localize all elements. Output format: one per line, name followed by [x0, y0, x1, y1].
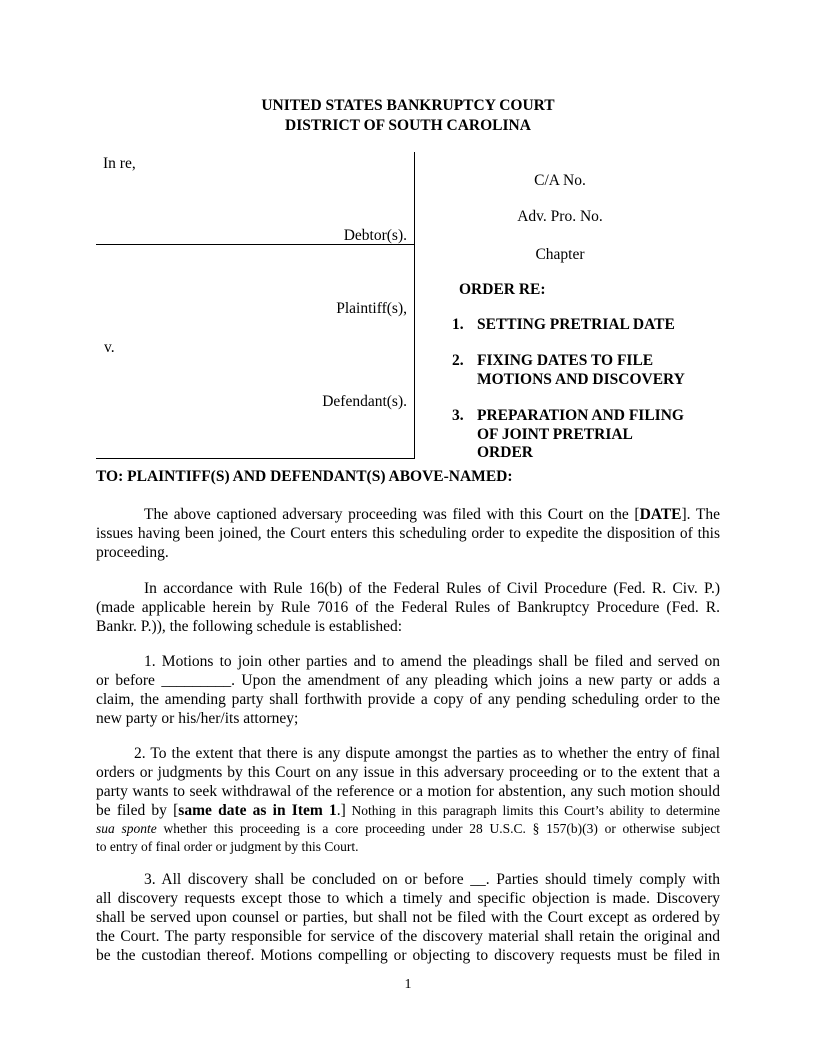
paragraph-line: be the custodian thereof. Motions compelling or objecting to discovery requests must be filed in	[96, 947, 720, 964]
paragraph-line: or before _________. Upon the amendment of any pleading which joins a new party or adds a	[96, 672, 720, 689]
paragraph-line: claim, the amending party shall forthwith provide a copy of any pending scheduling order to the	[96, 691, 720, 708]
caption-vertical-rule	[414, 152, 415, 458]
caption-in-re: In re,	[103, 155, 136, 172]
paragraph-line: to entry of final order or judgment by this Court.	[96, 839, 359, 854]
order-item-text: SETTING PRETRIAL DATE	[477, 316, 675, 333]
paragraph-line: (made applicable herein by Rule 7016 of the Federal Rules of Bankruptcy Procedure (Fed. R.	[96, 599, 720, 616]
order-title: ORDER RE:	[459, 281, 546, 298]
order-item-text: MOTIONS AND DISCOVERY	[477, 371, 685, 388]
paragraph-line: party wants to seek withdrawal of the reference or a motion for abstention, any such motion should	[96, 783, 720, 800]
paragraph-line: The above captioned adversary proceeding was filed with this Court on the [DATE]. The	[144, 506, 720, 523]
order-item-text: FIXING DATES TO FILE	[477, 352, 654, 369]
order-item-text: OF JOINT PRETRIAL	[477, 426, 633, 443]
paragraph-line: issues having been joined, the Court enters this scheduling order to expedite the disposition of this	[96, 525, 720, 542]
paragraph-line: 2. To the extent that there is any dispute amongst the parties as to whether the entry of final	[134, 745, 720, 762]
case-number-label: C/A No.	[534, 172, 586, 189]
caption-debtor: Debtor(s).	[343, 227, 407, 244]
paragraph-line: be filed by [same date as in Item 1.] Nothing in this paragraph limits this Court’s ability to determine	[96, 802, 720, 819]
court-name: UNITED STATES BANKRUPTCY COURT	[261, 97, 555, 114]
paragraph-line: shall be served upon counsel or parties, but shall not be filed with the Court except as ordered by	[96, 909, 720, 926]
paragraph-line: sua sponte whether this proceeding is a core proceeding under 28 U.S.C. § 157(b)(3) or otherwise subject	[96, 821, 721, 836]
caption-versus: v.	[104, 339, 115, 356]
page-number: 1	[404, 977, 412, 992]
addressee: TO: PLAINTIFF(S) AND DEFENDANT(S) ABOVE-NAMED:	[96, 468, 513, 485]
chapter-label: Chapter	[535, 246, 585, 263]
paragraph-line: 1. Motions to join other parties and to amend the pleadings shall be filed and served on	[144, 653, 720, 670]
schedule-item-2	[96, 744, 720, 855]
order-item-number: 2.	[452, 352, 464, 369]
paragraph-rule-16	[96, 579, 720, 636]
adversary-number-label: Adv. Pro. No.	[517, 208, 603, 225]
order-item-text: ORDER	[477, 444, 533, 461]
caption-bottom-rule	[96, 458, 415, 459]
schedule-item-3	[96, 870, 720, 965]
schedule-item-1	[96, 652, 720, 728]
paragraph-line: In accordance with Rule 16(b) of the Federal Rules of Civil Procedure (Fed. R. Civ. P.)	[144, 580, 720, 597]
paragraph-line: the Court. The party responsible for service of the discovery material shall retain the original and	[96, 928, 720, 945]
same-date-placeholder: same date as in Item 1	[178, 802, 337, 819]
paragraph-line: Bankr. P.)), the following schedule is established:	[96, 618, 403, 635]
paragraph-line: new party or his/her/its attorney;	[96, 710, 299, 727]
date-placeholder: DATE	[639, 506, 682, 523]
paragraph-filing-date	[96, 505, 720, 562]
paragraph-line: proceeding.	[96, 544, 169, 561]
order-item-number: 3.	[452, 407, 464, 424]
caption-defendant: Defendant(s).	[322, 393, 407, 410]
court-district: DISTRICT OF SOUTH CAROLINA	[285, 117, 531, 134]
order-item-text: PREPARATION AND FILING	[477, 407, 684, 424]
paragraph-line: orders or judgments by this Court on any issue in this adversary proceeding or to the extent that a	[96, 764, 720, 781]
paragraph-line: all discovery requests except those to which a timely and specific objection is made. Discovery	[96, 890, 720, 907]
caption-plaintiff: Plaintiff(s),	[336, 300, 407, 317]
paragraph-line: 3. All discovery shall be concluded on or before __. Parties should timely comply with	[144, 871, 720, 888]
order-item-number: 1.	[452, 316, 464, 333]
